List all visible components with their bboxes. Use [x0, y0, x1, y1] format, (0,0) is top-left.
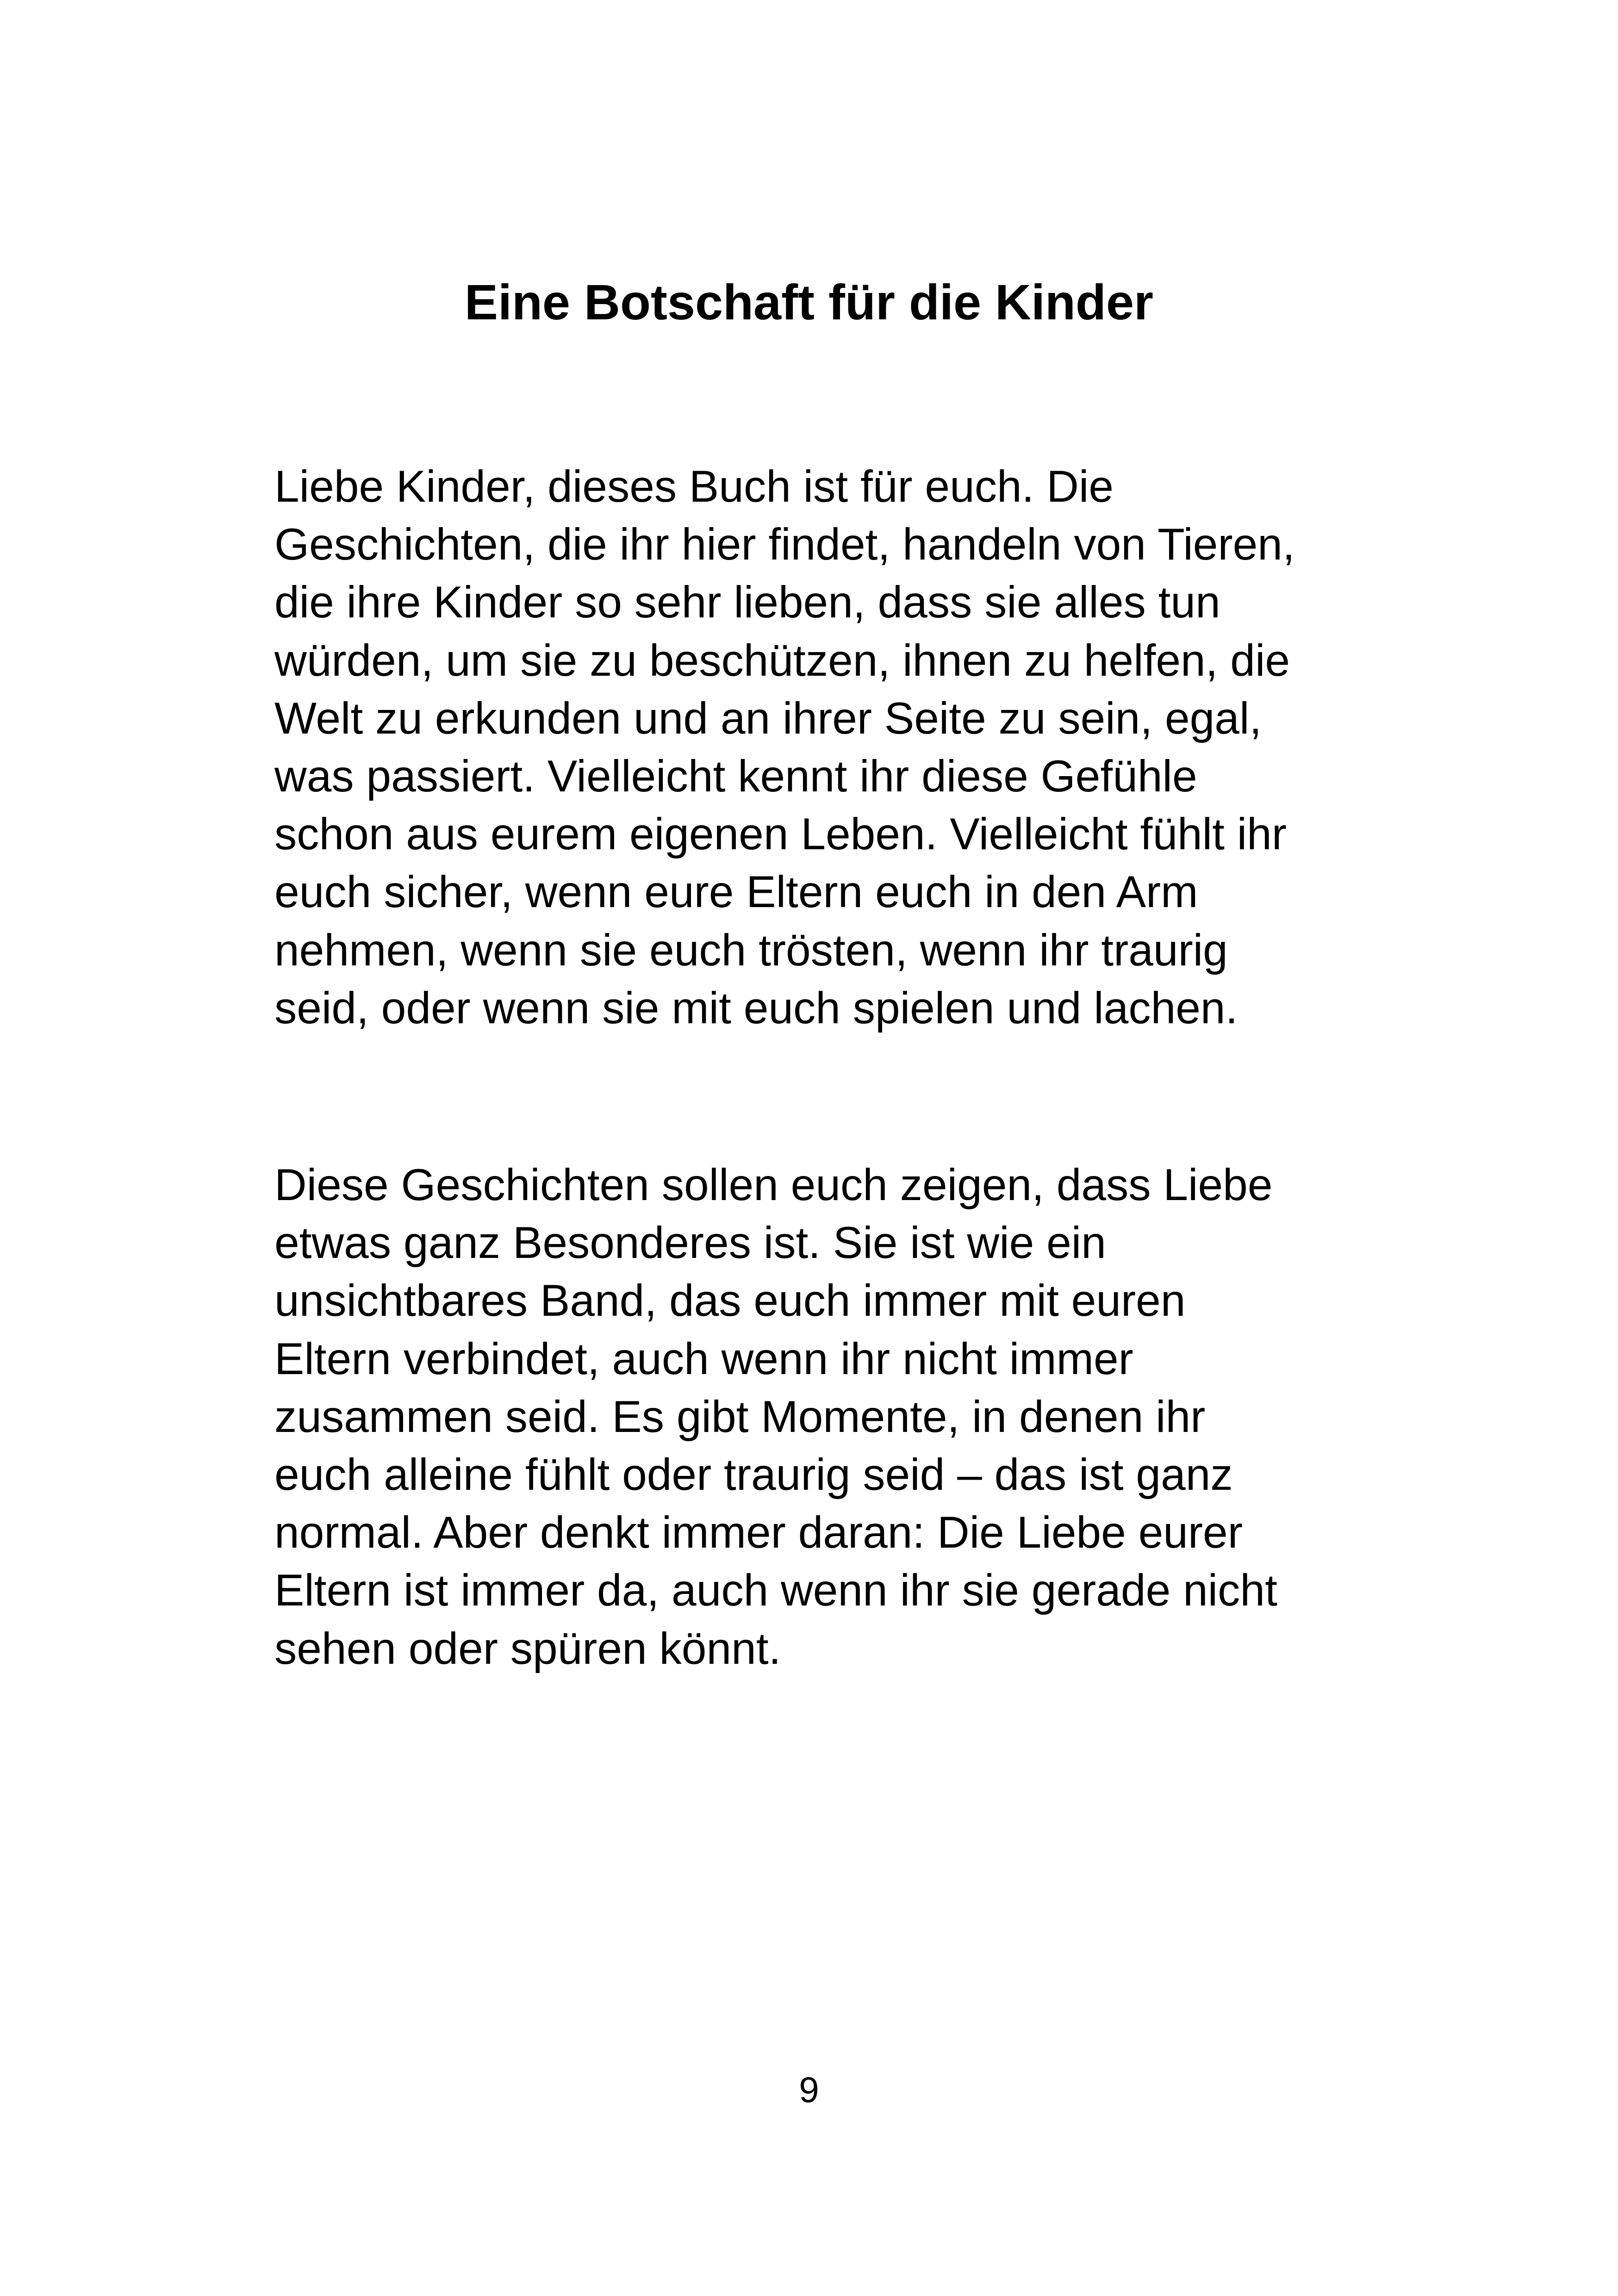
paragraph-line: würden, um sie zu beschützen, ihnen zu helfen, die — [274, 635, 1290, 685]
paragraph-line: schon aus eurem eigenen Leben. Vielleicht fühlt ihr — [274, 809, 1287, 859]
paragraph-line: zusammen seid. Es gibt Momente, in denen ihr — [274, 1392, 1206, 1442]
paragraph-line: etwas ganz Besonderes ist. Sie ist wie ein — [274, 1218, 1106, 1268]
paragraph-line: normal. Aber denkt immer daran: Die Liebe eurer — [274, 1508, 1243, 1558]
paragraph-line: was passiert. Vielleicht kennt ihr diese Gefühle — [274, 752, 1197, 802]
paragraph-line: Geschichten, die ihr hier findet, handeln von Tieren, — [274, 520, 1295, 570]
paragraph-1 — [274, 458, 1376, 1037]
paragraph-line: Welt zu erkunden und an ihrer Seite zu sein, egal, — [274, 693, 1262, 743]
paragraph-line: nehmen, wenn sie euch trösten, wenn ihr traurig — [274, 925, 1228, 975]
paragraph-line: Eltern verbindet, auch wenn ihr nicht immer — [274, 1334, 1133, 1384]
page-title: Eine Botschaft für die Kinder — [464, 274, 1154, 330]
paragraph-line: sehen oder spüren könnt. — [274, 1624, 781, 1674]
paragraph-line: Diese Geschichten sollen euch zeigen, dass Liebe — [274, 1160, 1273, 1210]
paragraph-line: Liebe Kinder, dieses Buch ist für euch. Die — [274, 462, 1114, 511]
paragraph-line: Eltern ist immer da, auch wenn ihr sie gerade nicht — [274, 1566, 1277, 1616]
paragraph-line: euch alleine fühlt oder traurig seid – das ist ganz — [274, 1450, 1233, 1500]
paragraph-2 — [274, 1156, 1376, 1678]
paragraph-line: unsichtbares Band, das euch immer mit euren — [274, 1276, 1186, 1326]
paragraph-line: euch sicher, wenn eure Eltern euch in den Arm — [274, 867, 1198, 917]
paragraph-line: seid, oder wenn sie mit euch spielen und lachen. — [274, 983, 1238, 1033]
paragraph-line: die ihre Kinder so sehr lieben, dass sie alles tun — [274, 578, 1220, 628]
page-number: 9 — [799, 2069, 819, 2110]
